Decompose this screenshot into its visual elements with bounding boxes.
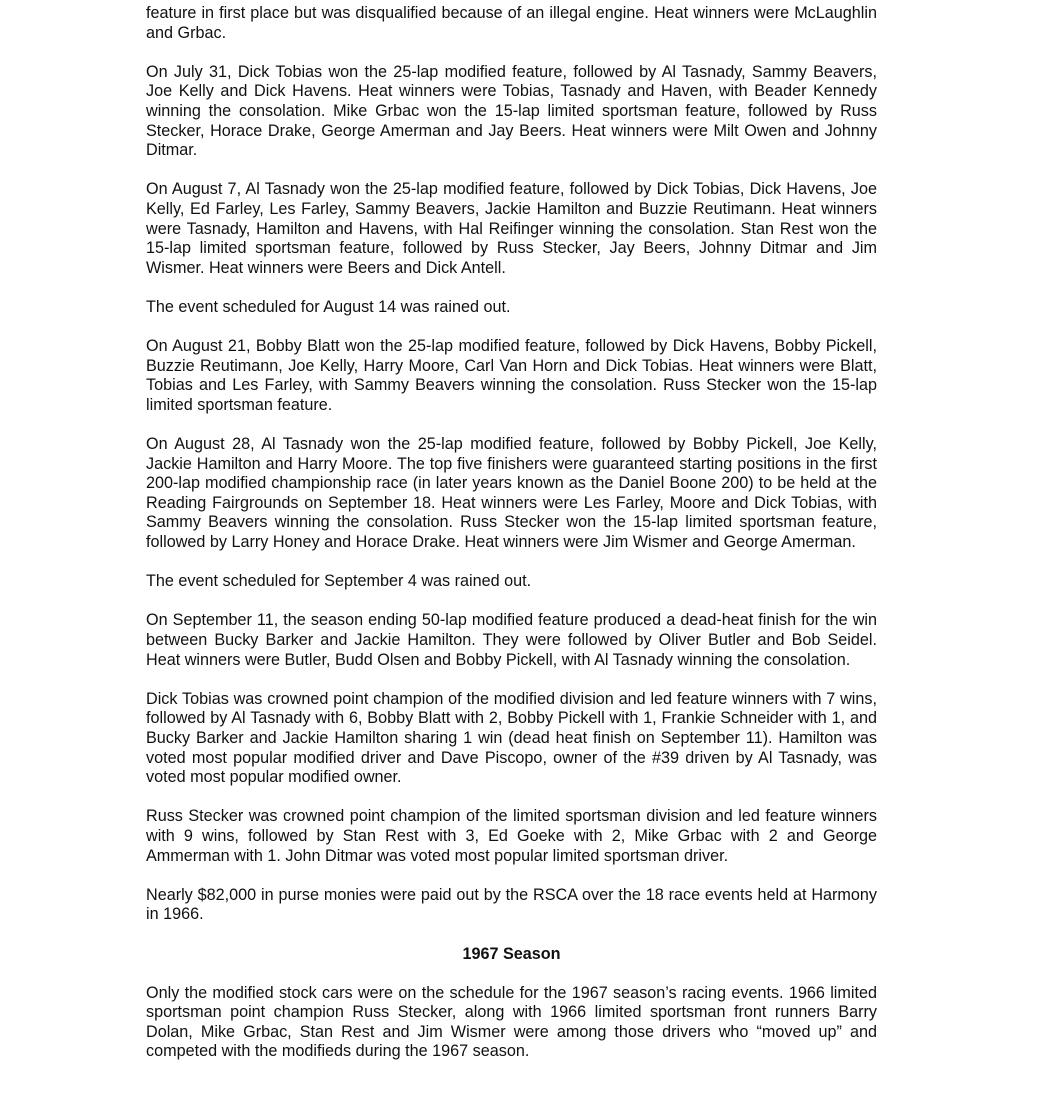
document-page: [146, 4, 877, 1082]
paragraph-sportsman-champion: Russ Stecker was crowned point champion of the limited sportsman division and led feature winners with 9 wins, followed by Stan Rest with 3, Ed Goeke with 2, Mike Grbac with 2 and George Ammerman with 1. John Ditmar was voted most popular limited sportsman driver.: [146, 807, 877, 865]
paragraph-august-14: The event scheduled for August 14 was rained out.: [146, 297, 511, 316]
paragraph-1967-schedule: Only the modified stock cars were on the schedule for the 1967 season’s racing events. 1966 limited sportsman point champion Russ Stecker, along with 1966 limited sportsman front runners Barry Dolan, Mike Grbac, Stan Rest and Jim Wismer were among those drivers who “moved up” and competed with the modifieds during the 1967 season.: [146, 983, 877, 1061]
paragraph-disqualification: feature in first place but was disqualified because of an illegal engine. Heat winners were McLaughlin and Grbac.: [146, 4, 877, 42]
section-heading-1967: 1967 Season: [462, 944, 561, 963]
paragraph-august-7: On August 7, Al Tasnady won the 25-lap modified feature, followed by Dick Tobias, Dick Havens, Joe Kelly, Ed Farley, Les Farley, Sammy Beavers, Jackie Hamilton and Buzzie Reutimann. Heat winners were Tasnady, Hamilton and Havens, with Hal Reifinger winning the consolation. Stan Rest won the 15-lap limited sportsman feature, followed by Russ Stecker, Jay Beers, Johnny Ditmar and Jim Wismer. Heat winners were Beers and Dick Antell.: [146, 180, 877, 277]
paragraph-modified-champion: Dick Tobias was crowned point champion of the modified division and led feature winners with 7 wins, followed by Al Tasnady with 6, Bobby Blatt with 2, Bobby Pickell with 1, Frankie Schneider with 1, and Bucky Barker and Jackie Hamilton sharing 1 win (dead heat finish on September 11). Hamilton was voted most popular modified driver and Dave Piscopo, owner of the #39 driven by Al Tasnady, was voted most popular modified owner.: [146, 689, 877, 787]
paragraph-september-4: The event scheduled for September 4 was rained out.: [146, 572, 532, 591]
paragraph-purse-monies: Nearly $82,000 in purse monies were paid out by the RSCA over the 18 race events held at Harmony in 1966.: [146, 885, 877, 924]
paragraph-august-28: On August 28, Al Tasnady won the 25-lap modified feature, followed by Bobby Pickell, Joe Kelly, Jackie Hamilton and Harry Moore. The top five finishers were guaranteed starting positions in the first 200-lap modified championship race (in later years known as the Daniel Boone 200) to be held at the Reading Fairgrounds on September 18. Heat winners were Les Farley, Moore and Dick Tobias, with Sammy Beavers winning the consolation. Russ Stecker won the 15-lap limited sportsman feature, followed by Larry Honey and Horace Drake. Heat winners were Jim Wismer and George Amerman.: [146, 435, 877, 552]
paragraph-july-31: On July 31, Dick Tobias won the 25-lap modified feature, followed by Al Tasnady, Sammy Beavers, Joe Kelly and Dick Havens. Heat winners were Tobias, Tasnady and Haven, with Beader Kennedy winning the consolation. Mike Grbac won the 15-lap limited sportsman feature, followed by Russ Stecker, Horace Drake, George Amerman and Jay Beers. Heat winners were Milt Owen and Johnny Ditmar.: [146, 62, 877, 160]
paragraph-september-11: On September 11, the season ending 50-lap modified feature produced a dead-heat finish for the win between Bucky Barker and Jackie Hamilton. They were followed by Oliver Butler and Bob Seidel. Heat winners were Butler, Budd Olsen and Bobby Pickell, with Al Tasnady winning the consolation.: [146, 611, 877, 669]
paragraph-august-21: On August 21, Bobby Blatt won the 25-lap modified feature, followed by Dick Havens, Bobby Pickell, Buzzie Reutimann, Joe Kelly, Harry Moore, Carl Van Horn and Dick Tobias. Heat winners were Blatt, Tobias and Les Farley, with Sammy Beavers winning the consolation. Russ Stecker won the 15-lap limited sportsman feature.: [146, 337, 877, 414]
